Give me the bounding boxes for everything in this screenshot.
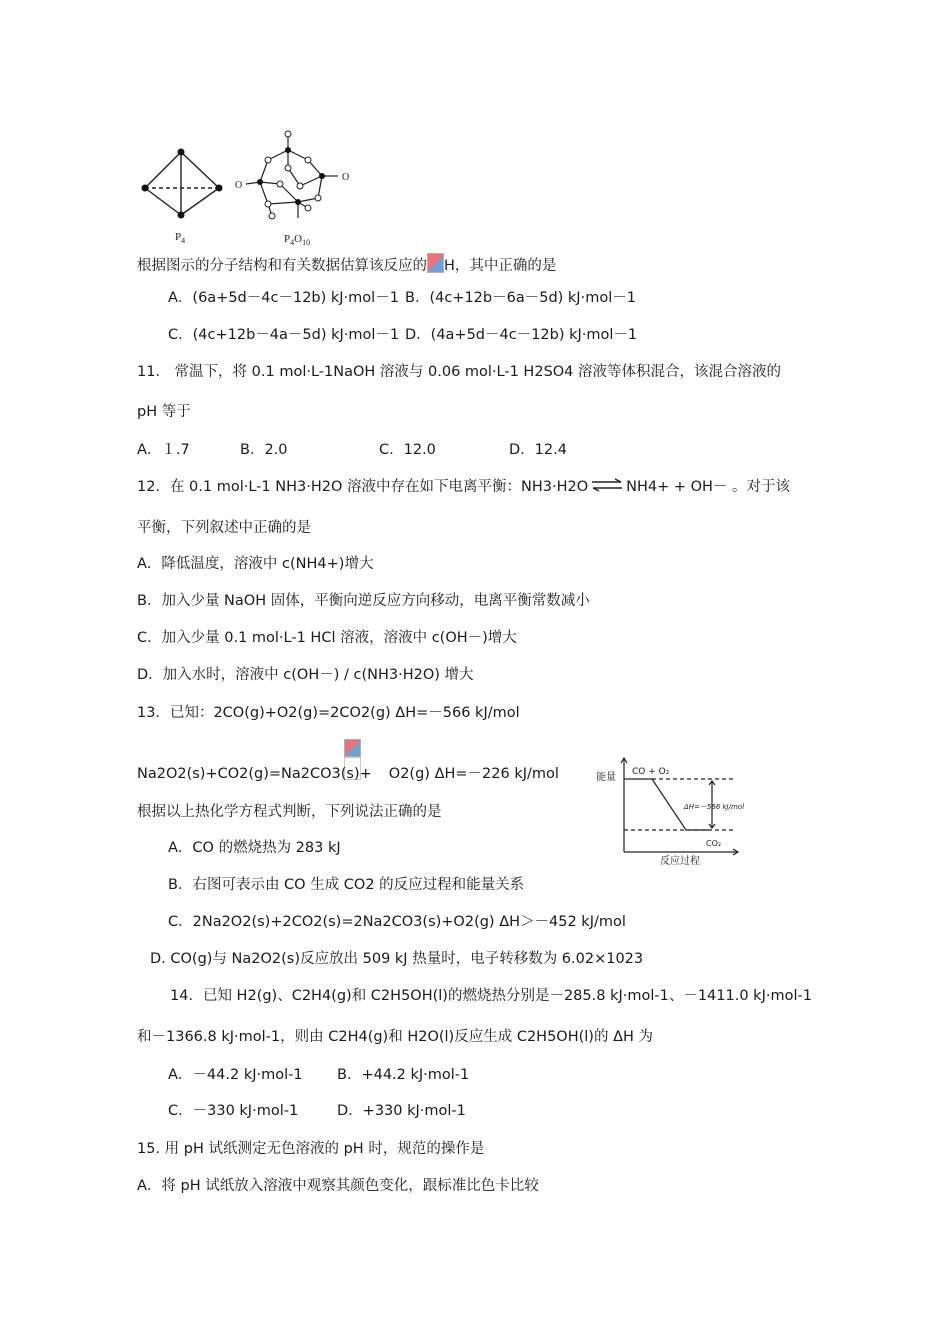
- q11-stem-line2: pH 等于: [137, 404, 191, 420]
- reaction-progress-axis-label: 反应过程: [660, 856, 700, 867]
- q13-option-c: C．2Na2O2(s)+2CO2(s)=2Na2CO3(s)+O2(g) ΔH＞－452 kJ/mol: [168, 914, 626, 930]
- q11-option-c: C．12.0: [379, 442, 436, 458]
- q11-option-d: D．12.4: [509, 442, 567, 458]
- q15-stem: 15. 用 pH 试纸测定无色溶液的 pH 时，规范的操作是: [137, 1141, 485, 1157]
- q13-stem-line3: 根据以上热化学方程式判断，下列说法正确的是: [137, 804, 442, 820]
- q12-option-b: B．加入少量 NaOH 固体，平衡向逆反应方向移动，电离平衡常数减小: [137, 593, 590, 609]
- product-level-label: CO₂: [706, 839, 722, 848]
- q13-equation-2: [137, 764, 559, 784]
- q15-option-a: A．将 pH 试纸放入溶液中观察其颜色变化，跟标准比色卡比较: [137, 1178, 539, 1194]
- q10-option-c: C．(4c+12b－4a－5d) kJ·mol－1: [168, 327, 400, 343]
- q13-eq2-text-b: O2(g) ΔH=－226 kJ/mol: [388, 766, 559, 782]
- p4-subscript: 4: [181, 236, 186, 245]
- energy-diagram: [594, 752, 744, 867]
- q10-stem-text-a: 根据图示的分子结构和有关数据估算该反应的: [137, 258, 427, 274]
- energy-axis-label: 能量: [596, 772, 616, 783]
- p4o10-sub2: 10: [302, 238, 311, 247]
- q14-stem-line1: 14．已知 H2(g)、C2H4(g)和 C2H5OH(l)的燃烧热分别是－285.8 kJ·mol-1、－1411.0 kJ·mol-1: [170, 988, 812, 1004]
- q12-option-a: A．降低温度，溶液中 c(NH4+)增大: [137, 556, 374, 572]
- q11-option-b: B．2.0: [240, 442, 288, 458]
- delta-h-label: ΔH=－566 kJ/mol: [684, 803, 744, 811]
- p4o10-mid: O: [294, 233, 303, 245]
- q13-option-a: A．CO 的燃烧热为 283 kJ: [168, 840, 341, 856]
- q12-stem-text-b: NH4+ + OH－ 。对于该: [626, 479, 791, 495]
- p4o10-structure-figure: [232, 126, 357, 248]
- q14-stem-line2: 和－1366.8 kJ·mol-1，则由 C2H4(g)和 H2O(l)反应生成 C2H5OH(l)的 ΔH 为: [137, 1029, 653, 1045]
- q10-option-a: A．(6a+5d－4c－12b) kJ·mol－1: [168, 290, 399, 306]
- q11-option-a: A．１.7: [137, 442, 190, 458]
- q12-stem-text-a: 12．在 0.1 mol·L-1 NH3·H2O 溶液中存在如下电离平衡：NH3·H2O: [137, 479, 589, 495]
- q12-stem-line1: [137, 477, 790, 497]
- q10-option-b: B．(4c+12b－6a－5d) kJ·mol－1: [405, 290, 636, 306]
- equilibrium-arrows-icon: [590, 478, 624, 492]
- p4-label: P: [175, 231, 182, 243]
- reactant-level-label: CO + O₂: [632, 767, 670, 777]
- q12-stem-line2: 平衡，下列叙述中正确的是: [137, 520, 311, 536]
- p4o10-label: P: [284, 233, 291, 245]
- q12-option-c: C．加入少量 0.1 mol·L-1 HCl 溶液，溶液中 c(OH－)增大: [137, 630, 517, 646]
- svg-text:P4O10: [284, 233, 310, 247]
- p4-structure-figure: [135, 140, 230, 250]
- oxygen-label-left: O: [235, 180, 243, 191]
- svg-text:P4: [175, 231, 185, 245]
- delta-image-icon: [427, 253, 444, 273]
- q14-option-a: A．－44.2 kJ·mol-1: [168, 1067, 303, 1083]
- q14-option-d: D．+330 kJ·mol-1: [337, 1103, 466, 1119]
- q13-option-b: B．右图可表示由 CO 生成 CO2 的反应过程和能量关系: [168, 877, 525, 893]
- q13-option-d: D. CO(g)与 Na2O2(s)反应放出 509 kJ 热量时，电子转移数为 6.02×1023: [150, 951, 644, 967]
- p4o10-sub1: 4: [290, 238, 295, 247]
- q11-stem-line1: 11． 常温下，将 0.1 mol·L-1NaOH 溶液与 0.06 mol·L-1 H2SO4 溶液等体积混合，该混合溶液的: [137, 364, 782, 380]
- q14-option-c: C．－330 kJ·mol-1: [168, 1103, 299, 1119]
- half-fraction-image-icon: [344, 739, 361, 757]
- q14-option-b: B．+44.2 kJ·mol-1: [337, 1067, 470, 1083]
- q13-stem-line1: 13．已知：2CO(g)+O2(g)=2CO2(g) ΔH=－566 kJ/mol: [137, 705, 520, 721]
- q10-option-d: D．(4a+5d－4c－12b) kJ·mol－1: [405, 327, 638, 343]
- oxygen-label-right: O: [342, 172, 350, 183]
- q12-option-d: D．加入水时，溶液中 c(OH－) / c(NH3·H2O) 增大: [137, 667, 474, 683]
- q10-stem: [137, 253, 556, 276]
- q10-stem-text-b: H，其中正确的是: [444, 258, 557, 274]
- q13-eq2-text-a: Na2O2(s)+CO2(g)=Na2CO3(s)+: [137, 766, 372, 782]
